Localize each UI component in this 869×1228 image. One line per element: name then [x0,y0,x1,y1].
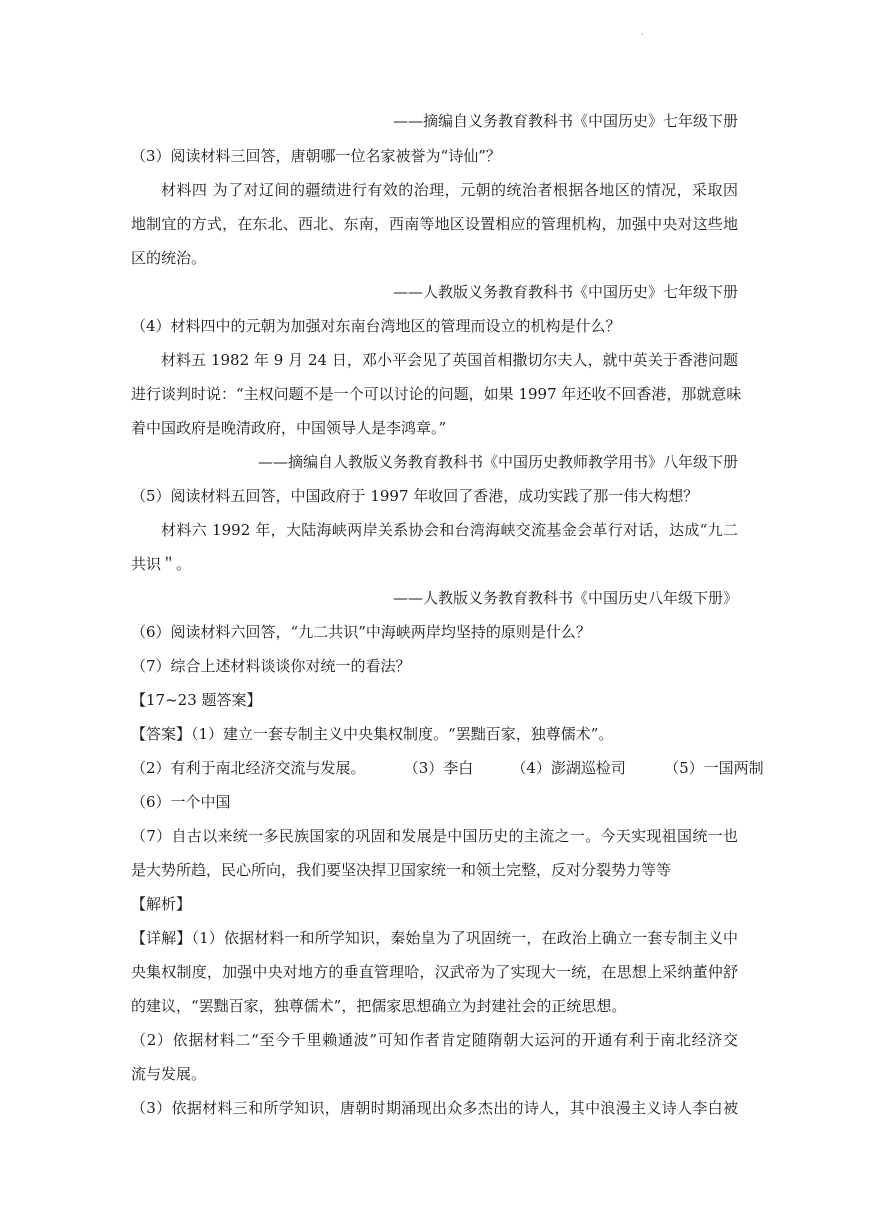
analysis-line: 流与发展。 [131,1065,207,1083]
material-line: 着中国政府是晚清政府，中国领导人是李鸿章。” [131,419,447,437]
answer-line: （6）一个中国 [131,793,231,811]
analysis-line: （3）依据材料三和所学知识，唐朝时期涌现出众多杰出的诗人，其中浪漫主义诗人李白被 [131,1099,738,1117]
analysis-heading: 【解析】 [131,895,192,913]
question-line: （3）阅读材料三回答，唐朝哪一位名家被誉为“诗仙”？ [131,147,501,165]
answer-line: 【答案】（1）建立一套专制主义中央集权制度。“罢黜百家，独尊儒术”。 [131,725,614,743]
analysis-line: 的建议，“罢黜百家，独尊儒术”，把儒家思想确立为封建社会的正统思想。 [131,997,627,1015]
source-citation: ——摘编自人教版义务教育教科书《中国历史教师教学用书》八年级下册 [257,453,738,471]
material-line: 进行谈判时说：“主权问题不是一个可以讨论的问题，如果 1997 年还收不回香港，那就意味 [131,385,742,403]
source-citation: ——人教版义务教育教科书《中国历史》七年级下册 [392,283,738,301]
material-line: 地制宜的方式，在东北、西北、东南，西南等地区设置相应的管理机构，加强中央对这些地 [131,215,738,233]
answer-line: 是大势所趋，民心所向，我们要坚决捍卫国家统一和领土完整，反对分裂势力等等 [131,861,672,879]
question-line: （6）阅读材料六回答，“九二共识”中海峡两岸均坚持的原则是什么？ [131,623,591,641]
material-line: 材料六 1992 年，大陆海峡两岸关系协会和台湾海峡交流基金会革行对话，达成“九二 [161,521,738,539]
analysis-line: 【详解】（1）依据材料一和所学知识，秦始皇为了巩固统一，在政治上确立一套专制主义中 [131,929,738,947]
source-citation: ——摘编自义务教育教科书《中国历史》七年级下册 [392,112,738,130]
header-mark: · [641,30,644,39]
material-line: 材料四 为了对辽间的疆绩进行有效的治理，元朝的统治者根据各地区的情况，采取因 [161,181,738,199]
answer-heading: 【17~23 题答案】 [131,691,262,709]
question-line: （7）综合上述材料谈谈你对统一的看法？ [131,657,411,675]
answer-line: （2）有利于南北经济交流与发展。 （3）李白 （4）澎湖巡检司 （5）一国两制 [131,759,764,777]
answer-line: （7）自古以来统一多民族国家的巩固和发展是中国历史的主流之一。今天实现祖国统一也 [131,827,738,845]
material-line: 材料五 1982 年 9 月 24 日，邓小平会见了英国首相撒切尔夫人，就中英关于香港问题 [161,351,738,369]
analysis-line: （2）依据材料二“至今千里赖通波”可知作者肯定随隋朝大运河的开通有利于南北经济交 [131,1031,738,1049]
material-line: 区的统治。 [131,249,207,267]
analysis-line: 央集权制度，加强中央对地方的垂直管理哈，汉武帝为了实现大一统，在思想上采纳董仲舒 [131,963,738,981]
question-line: （5）阅读材料五回答，中国政府于 1997 年收回了香港，成功实践了那一伟大构想？ [131,487,699,505]
material-line: 共识＂。 [131,555,192,573]
question-line: （4）材料四中的元朝为加强对东南台湾地区的管理而设立的机构是什么？ [131,317,621,335]
source-citation: ——人教版义务教育教科书《中国历史八年级下册》 [392,589,738,607]
